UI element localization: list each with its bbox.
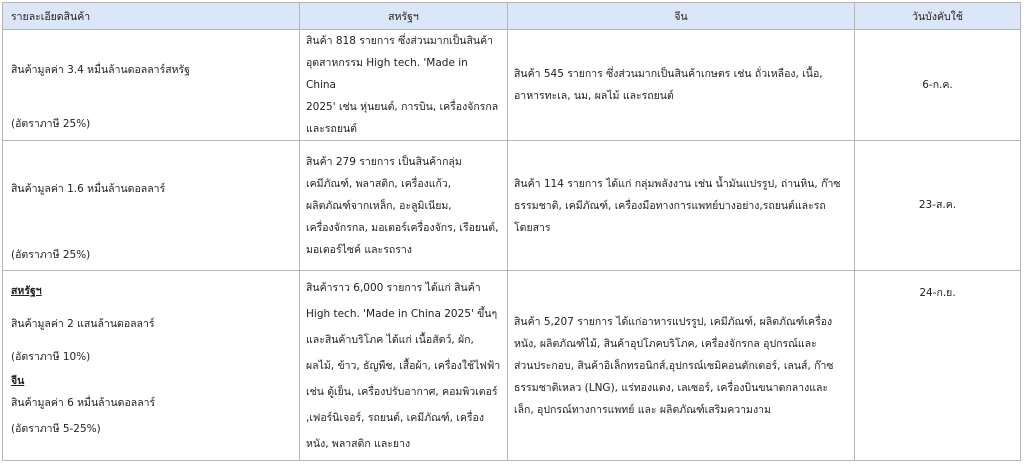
china-goods-line: สินค้า 545 รายการ ซึ่งส่วนมากเป็นสินค้าเกษตร เช่น ถั่วเหลือง, เนื้อ,: [514, 68, 823, 80]
china-goods-cell: [508, 30, 855, 141]
detail-tariff: (อัตราภาษี 25%): [11, 249, 91, 261]
us-goods-line: สินค้า 279 รายการ เป็นสินค้ากลุ่ม: [306, 155, 462, 168]
us-goods-line: เคมีภัณฑ์, พลาสติก, เครื่องแก้ว,: [306, 177, 452, 190]
us-heading: สหรัฐฯ: [11, 285, 42, 297]
china-goods-line: ส่วนประกอบ, สินค้าอิเล็กทรอนิกส์,อุปกรณ์เซมิคอนดักเตอร์, เลนส์, ก๊าซ: [514, 359, 834, 372]
table-row: [3, 141, 1021, 271]
header-us: สหรัฐฯ: [300, 3, 508, 30]
detail-value: สินค้ามูลค่า 3.4 หมื่นล้านดอลลาร์สหรัฐ: [11, 64, 190, 76]
tariff-table: [2, 2, 1021, 461]
china-heading: จีน: [11, 375, 25, 387]
us-tariff: (อัตราภาษี 10%): [11, 351, 91, 363]
us-goods-line: เครื่องจักรกล, มอเตอร์เครื่องจักร, เรือยนต์,: [306, 221, 499, 234]
china-goods-line: เล็ก, อุปกรณ์ทางการแพทย์ และ ผลิตภัณฑ์เสริมความงาม: [514, 403, 771, 416]
header-row: [3, 3, 1021, 30]
us-goods-cell: [300, 30, 508, 141]
china-tariff: (อัตราภาษี 5-25%): [11, 423, 101, 435]
effective-date-cell: 23-ส.ค.: [855, 141, 1021, 271]
us-goods-line: ,เฟอร์นิเจอร์, รถยนต์, เคมีภัณฑ์, เครื่อง: [306, 411, 484, 424]
china-goods-line: สินค้า 114 รายการ ได้แก่ กลุ่มพลังงาน เช่น น้ำมันแปรรูป, ถ่านหิน, ก๊าซ: [514, 177, 841, 190]
china-goods-line: หนัง, ผลิตภัณฑ์ไม้, สินค้าอุปโภคบริโภค, เครื่องจักรกล อุปกรณ์และ: [514, 337, 817, 350]
china-goods-cell: [508, 271, 855, 461]
effective-date-cell: 24-ก.ย.: [855, 271, 1021, 461]
us-goods-cell: [300, 271, 508, 461]
china-goods-line: อาหารทะเล, นม, ผลไม้ และรถยนต์: [514, 90, 674, 102]
china-value: สินค้ามูลค่า 6 หมื่นล้านดอลลาร์: [11, 397, 156, 409]
china-goods-line: โดยสาร: [514, 221, 551, 234]
us-goods-line: และรถยนต์: [306, 123, 357, 135]
us-goods-line: และสินค้าบริโภค ได้แก่ เนื้อสัตว์, ผัก,: [306, 333, 474, 346]
header-product-details: รายละเอียดสินค้า: [3, 3, 300, 30]
effective-date-cell: 6-ก.ค.: [855, 30, 1021, 141]
product-detail-cell: [3, 271, 300, 461]
us-goods-line: สินค้าราว 6,000 รายการ ได้แก่ สินค้า: [306, 281, 481, 294]
us-value: สินค้ามูลค่า 2 แสนล้านดอลลาร์: [11, 318, 155, 330]
product-detail-cell: [3, 30, 300, 141]
us-goods-line: ผลไม้, ข้าว, ธัญพืช, เสื้อผ้า, เครื่องใช้ไฟฟ้า: [306, 359, 501, 372]
us-goods-line: สินค้า 818 รายการ ซึ่งส่วนมากเป็นสินค้า: [306, 35, 493, 47]
china-goods-cell: [508, 141, 855, 271]
detail-tariff: (อัตราภาษี 25%): [11, 118, 91, 130]
detail-value: สินค้ามูลค่า 1.6 หมื่นล้านดอลลาร์: [11, 183, 166, 195]
us-goods-line: 2025' เช่น หุ่นยนต์, การบิน, เครื่องจักรกล: [306, 101, 499, 113]
us-goods-line: อุตสาหกรรม High tech. 'Made in China: [306, 57, 468, 91]
table-row: [3, 271, 1021, 461]
us-goods-line: มอเตอร์ไซค์ และรถราง: [306, 243, 412, 256]
us-goods-line: High tech. 'Made in China 2025' ขึ้นๆ: [306, 307, 498, 320]
china-goods-line: ธรรมชาติ, เคมีภัณฑ์, เครื่องมือทางการแพทย์บางอย่าง,รถยนต์และรถ: [514, 199, 826, 212]
header-effective-date: วันบังคับใช้: [855, 3, 1021, 30]
product-detail-cell: [3, 141, 300, 271]
china-goods-line: สินค้า 5,207 รายการ ได้แก่อาหารแปรรูป, เคมีภัณฑ์, ผลิตภัณฑ์เครื่อง: [514, 315, 833, 328]
table-row: [3, 30, 1021, 141]
us-goods-line: เช่น ตู้เย็น, เครื่องปรับอากาศ, คอมพิวเตอร์: [306, 385, 498, 398]
us-goods-cell: [300, 141, 508, 271]
china-goods-line: ธรรมชาติเหลว (LNG), แร่ทองแดง, เลเซอร์, เครื่องบินขนาดกลางและ: [514, 381, 829, 394]
us-goods-line: ผลิตภัณฑ์จากเหล็ก, อะลูมิเนียม,: [306, 199, 452, 212]
us-goods-line: หนัง, พลาสติก และยาง: [306, 437, 411, 450]
header-china: จีน: [508, 3, 855, 30]
